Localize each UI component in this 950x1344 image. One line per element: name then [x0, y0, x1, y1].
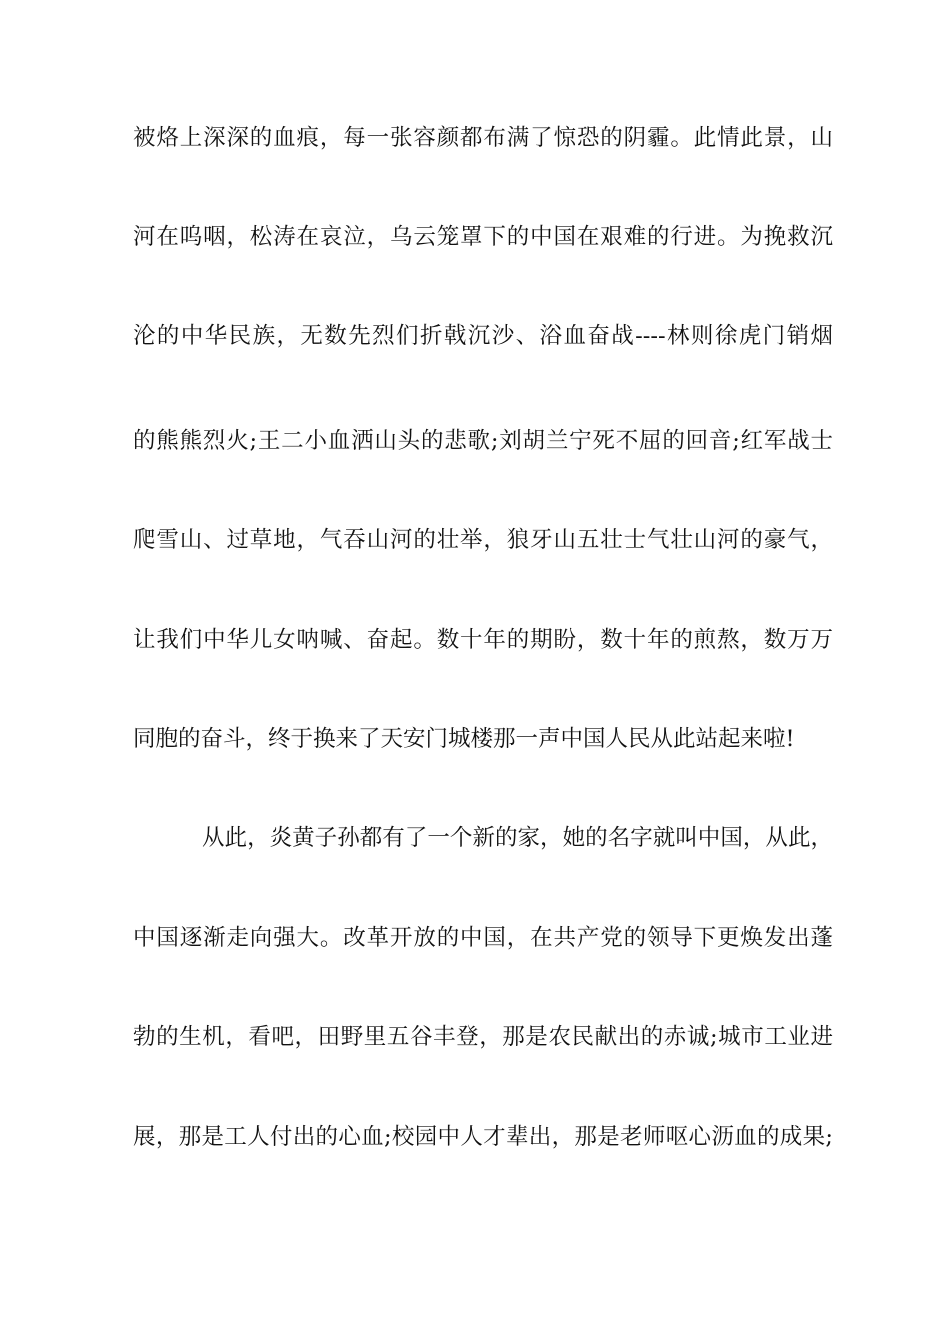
- paragraph-end-line: 同胞的奋斗，终于换来了天安门城楼那一声中国人民从此站起来啦!: [133, 726, 795, 752]
- text-line: 爬雪山、过草地，气吞山河的壮举，狼牙山五壮士气壮山河的豪气，: [133, 527, 833, 553]
- text-line: 的熊熊烈火;王二小血洒山头的悲歌;刘胡兰宁死不屈的回音;红军战士: [133, 428, 833, 454]
- text-line: 沦的中华民族，无数先烈们折戟沉沙、浴血奋战----林则徐虎门销烟: [133, 323, 833, 349]
- text-line: 让我们中华儿女呐喊、奋起。数十年的期盼，数十年的煎熬，数万万: [133, 627, 833, 653]
- text-line: 勃的生机，看吧，田野里五谷丰登，那是农民献出的赤诚;城市工业进: [133, 1024, 833, 1050]
- text-line: 展，那是工人付出的心血;校园中人才辈出，那是老师呕心沥血的成果;: [133, 1124, 833, 1150]
- text-line: 河在呜咽，松涛在哀泣，乌云笼罩下的中国在艰难的行进。为挽救沉: [133, 224, 833, 250]
- text-line: 被烙上深深的血痕，每一张容颜都布满了惊恐的阴霾。此情此景，山: [133, 125, 833, 151]
- paragraph-first-line: 从此，炎黄子孙都有了一个新的家，她的名字就叫中国，从此，: [202, 825, 833, 851]
- text-line: 中国逐渐走向强大。改革开放的中国，在共产党的领导下更焕发出蓬: [133, 925, 833, 951]
